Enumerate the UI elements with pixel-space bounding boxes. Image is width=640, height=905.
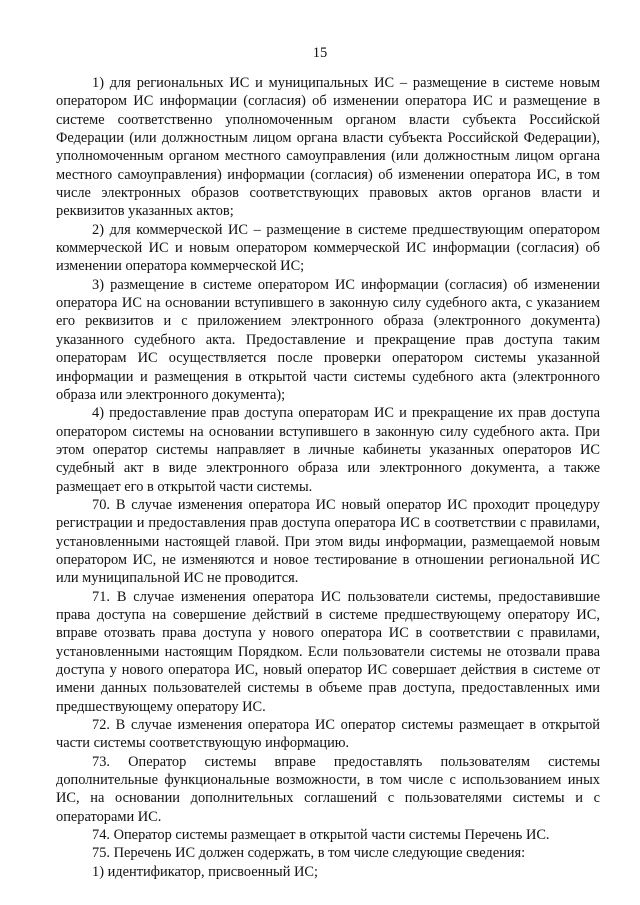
clause-72: 72. В случае изменения оператора ИС оператор системы размещает в открытой части системы соответствующую информацию. (56, 717, 600, 752)
list-item-2-commercial: 2) для коммерческой ИС – размещение в системе предшествующим оператором коммерческой ИС и новым оператором коммерческой ИС информации (согласия) об изменении оператора коммерческой ИС; (56, 221, 600, 275)
document-body (56, 74, 600, 881)
list-item-1-regional-municipal: 1) для региональных ИС и муниципальных ИС – размещение в системе новым оператором ИС информации (согласия) об изменении оператора ИС и размещение в системе соответственно уполномоченным органом власти субъекта Российской Федерации (или должностным лицом органа власти субъекта Российской Федерации), уполномоченным органом местного самоуправления (или должностным лицом органа местного самоуправления) информации (согласия) об изменении оператора ИС, в том числе электронных образов соответствующих правовых актов органов власти и реквизитов указанных актов; (56, 75, 600, 220)
list-item-4-access-rights: 4) предоставление прав доступа операторам ИС и прекращение их прав доступа оператором системы на основании вступившего в законную силу судебного акта. При этом оператор системы направляет в личные кабинеты указанных операторов ИС судебный акт в виде электронного образа или электронного документа, а также размещает его в открытой части системы. (56, 405, 600, 495)
page-number: 15 (312, 45, 328, 61)
clause-73: 73. Оператор системы вправе предоставлять пользователям системы дополнительные функциональные возможности, в том числе с использованием иных ИС, на основании дополнительных соглашений с пользователями системы и с операторами ИС. (56, 753, 600, 825)
clause-74: 74. Оператор системы размещает в открытой части системы Перечень ИС. (92, 827, 550, 844)
clause-71: 71. В случае изменения оператора ИС пользователи системы, предоставившие права доступа на совершение действий в системе предшествующему оператору ИС, вправе отозвать права доступа у нового оператора ИС в соответствии с правилами, установленными настоящим Порядком. Если пользователи системы не отозвали права доступа у нового оператора ИС, новый оператор ИС совершает действия в системе от имени данных пользователей системы в объеме прав доступа, предоставленных ими предшествующему оператору ИС. (56, 588, 600, 715)
clause-70: 70. В случае изменения оператора ИС новый оператор ИС проходит процедуру регистрации и предоставления прав доступа оператора ИС в соответствии с правилами, установленными настоящей главой. При этом виды информации, размещаемой новым оператором ИС, не изменяются и новое тестирование в отношении региональной ИС или муниципальной ИС не проводится. (56, 496, 600, 587)
clause-75-item-1: 1) идентификатор, присвоенный ИС; (92, 863, 318, 880)
clause-75: 75. Перечень ИС должен содержать, в том числе следующие сведения: (92, 845, 526, 862)
list-item-3-court-act-placement: 3) размещение в системе оператором ИС информации (согласия) об изменении оператора ИС на основании вступившего в законную силу судебного акта, с указанием его реквизитов и с приложением электронного образа (электронного документа) указанного судебного акта. Предоставление и прекращение прав доступа таким операторам ИС осуществляется после проверки оператором системы указанной информации и размещения в открытой части системы судебного акта (электронного образа или электронного документа); (56, 276, 600, 403)
